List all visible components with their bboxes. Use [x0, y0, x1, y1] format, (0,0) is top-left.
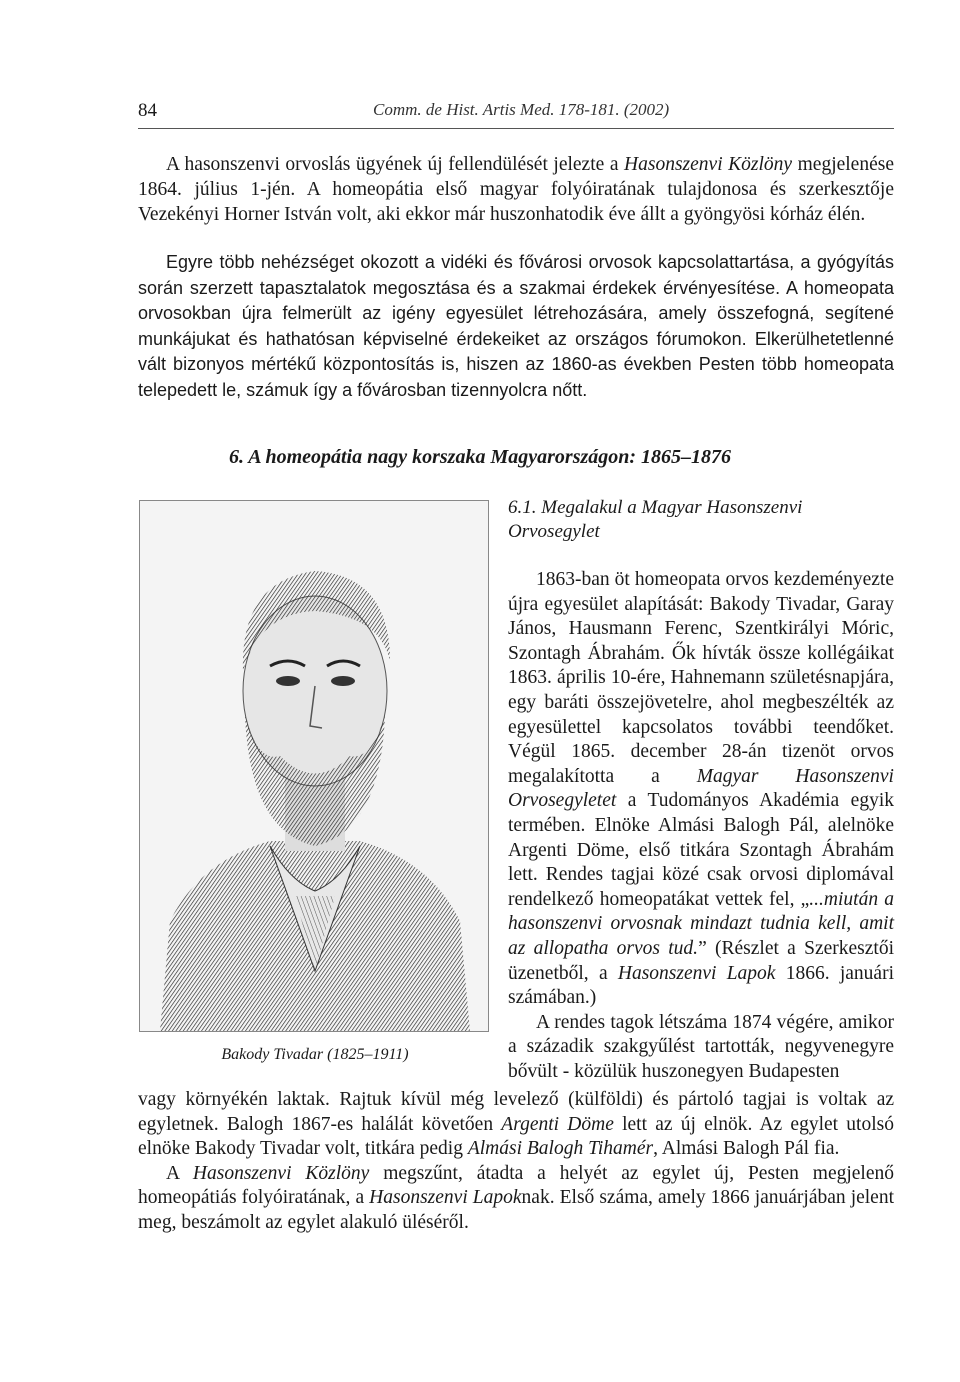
page-header — [138, 96, 894, 129]
side-text-1: 1863-ban öt homeopata orvos kezdeményezte újra egyesület alapítását: Bakody Tivadar, Garay János, Hausmann Ferenc, Szentkirályi Móric, Szontagh Ábrahám. Ők hívták össze kollégáikat 1863. április 10-ére, Hahnemann születésnapjára, egy baráti összejövetelre, ahol megbeszélték az egyesülettel kapcsolatos további teendőket. Végül 1865. december 28-án tizenöt orvos megalakította a — [508, 569, 894, 787]
bottom-text-5: megszűnt, átadta a helyét az egylet új, Pesten megjelenő homeopátiás folyóiratának, a — [138, 1162, 894, 1208]
side-text-5: A rendes tagok létszáma 1874 végére, amikor a századik szakgyűlést tartották, negyvenegyre bővült - közülük huszonegyen Budapesten — [508, 1011, 894, 1082]
president-name: Argenti Döme — [501, 1113, 614, 1135]
intro-journal-title: Hasonszenvi Közlöny — [624, 154, 793, 175]
subsection-title: 6.1. Megalakul a Magyar Hasonszenvi Orvosegylet — [508, 497, 803, 542]
bottom-text-4: A — [166, 1162, 193, 1184]
intro-text-a: A hasonszenvi orvoslás ügyének új fellendülését jelezte a — [166, 154, 625, 175]
bottom-text-1: vagy környékén laktak. Rajtuk kívül még levelező (külföldi) és pártoló tagjai is voltak az egyletnek. Balogh 1867-es halálát követően — [138, 1089, 894, 1135]
bottom-text-2: lett az új elnök. Az egylet utolsó elnöke Bakody Tivadar volt, titkára pedig — [138, 1113, 894, 1159]
intro-text-b: megjelenése 1864. július 1-jén. A homeopátia első magyar folyóiratának tulajdonosa és szerkesztője Vezekényi Horner István volt, aki ekkor már huszonhatodik éve állt a gyöngyösi kórház élén. — [138, 154, 894, 225]
sans-text: Egyre több nehézséget okozott a vidéki és fővárosi orvosok kapcsolattartása, a gyógyítás során szerzett tapasztalatok megosztása és a szakmai érdekek érvényesítése. A homeopata orvosokban újra felmerült az igény egyesület létrehozására, amely összefogná, segítené munkájukat és hathatósan képviselné érdekeiket az országos fórumokon. Elkerülhetetlenné vált bizonyos mértékű központosítás is, hiszen az 1860-as években Pesten több homeopata telepedett le, számuk így a fővárosban tizennyolcra nőtt. — [138, 252, 894, 400]
side-column-text — [508, 568, 894, 1084]
secretary-name: Almási Balogh Tihamér — [467, 1138, 654, 1159]
lapok-title: Hasonszenvi Lapok — [369, 1187, 522, 1208]
side-text-4: 1866. januári számában.) — [508, 962, 894, 1009]
sans-paragraph — [138, 250, 894, 403]
portrait-engraving — [140, 501, 488, 1031]
bottom-text — [138, 1088, 894, 1235]
intro-paragraph — [138, 152, 894, 227]
bottom-text-3: , Almási Balogh Pál fia. — [653, 1138, 840, 1159]
society-name: Magyar Hasonszenvi Orvosegyletet — [508, 765, 894, 812]
kozlony-title: Hasonszenvi Közlöny — [192, 1162, 370, 1184]
running-head: Comm. de Hist. Artis Med. 178-181. (2002) — [373, 100, 670, 119]
page-number: 84 — [138, 100, 157, 121]
section-title: 6. A homeopátia nagy korszaka Magyarországon: 1865–1876 — [228, 446, 732, 468]
side-text-2: a Tudományos Akadémia egyik termében. Elnöke Almási Balogh Pál, alelnöke Argenti Döme, első titkára Szontagh Ábrahám lett. Rendes tagjai közé csak orvosi diplomával rendelkező homeopatákat vettek fel, „ — [508, 790, 894, 910]
figure-caption: Bakody Tivadar (1825–1911) — [221, 1046, 409, 1063]
portrait-figure — [139, 500, 489, 1032]
bottom-text-6: nak. Első száma, amely 1866 januárjában jelent meg, beszámolt az egylet alakuló üléséről. — [138, 1187, 895, 1233]
journal-name: Hasonszenvi Lapok — [617, 962, 776, 984]
side-text-3: ” (Részlet a Szerkesztői üzenetből, a — [508, 937, 894, 984]
quote-text: ...miután a hasonszenvi orvosnak mindazt tudnia kell, amit az allopatha orvos tud. — [508, 888, 894, 959]
